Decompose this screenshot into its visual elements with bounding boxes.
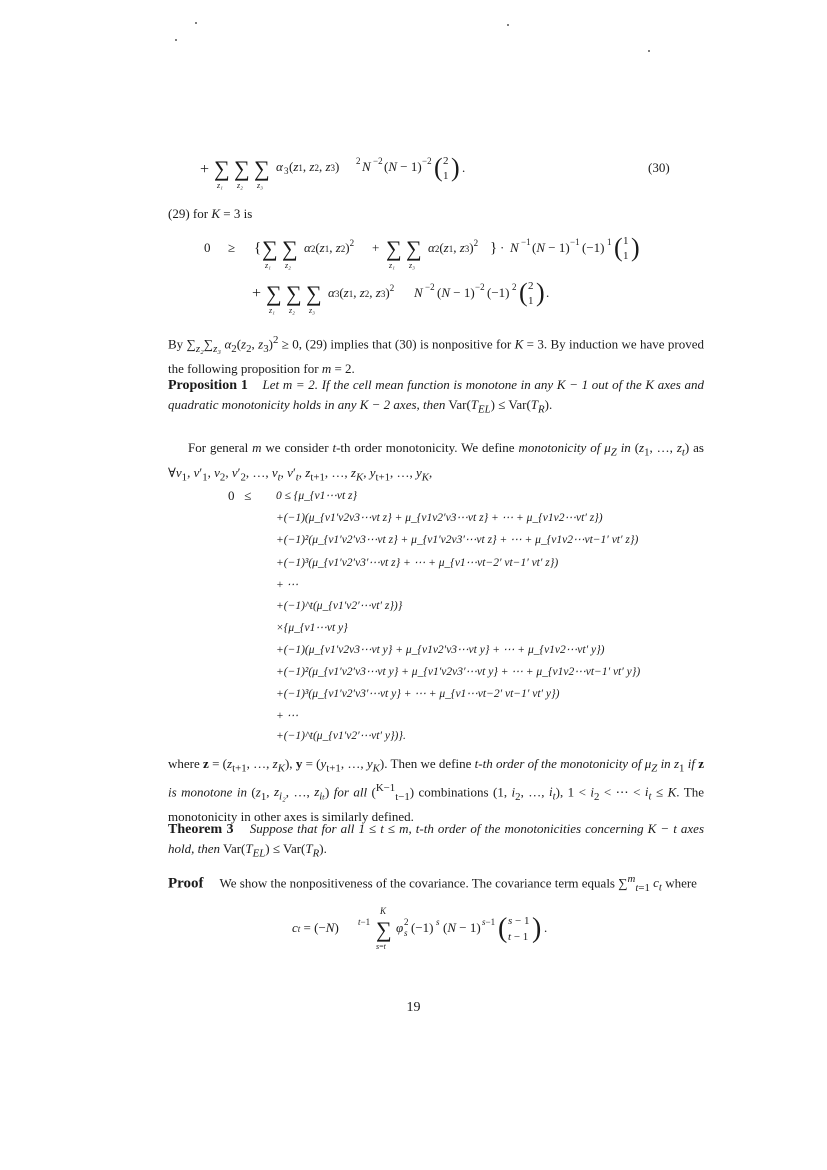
svg-text:1: 1 — [528, 295, 534, 307]
svg-text:z₂: z₂ — [289, 306, 295, 315]
svg-text:s: s — [436, 917, 440, 927]
svg-text:z₃: z₃ — [257, 181, 263, 190]
svg-text:z₁: z₁ — [389, 261, 395, 270]
svg-text:z₁: z₁ — [265, 261, 271, 270]
svg-text:ct = (−N): ct = (−N) — [292, 920, 339, 935]
proof-label: Proof — [168, 875, 204, 892]
svg-text:(N − 1): (N − 1) — [384, 159, 422, 174]
svg-text:(−1): (−1) — [487, 285, 510, 300]
svg-text:): ) — [532, 913, 542, 944]
svg-text:(−1): (−1) — [411, 920, 434, 935]
svg-text:α3(z1, z2, z3)2: α3(z1, z2, z3)$^2$ — [328, 283, 395, 300]
svg-text:(N − 1): (N − 1) — [437, 285, 475, 300]
ineq-line: +(−1)(μ_{v1′v2v3⋯vt y} + μ_{v1v2′v3⋯vt y} + ⋯ + μ_{v1v2⋯vt′ y}) — [276, 644, 605, 656]
svg-text:z₁: z₁ — [269, 306, 275, 315]
svg-text:∑: ∑ — [306, 281, 322, 306]
svg-text:3: 3 — [284, 166, 289, 176]
paragraph-general-m: For general m we consider t-th order monotonicity. We define monotonicity of $\mu_Z$ in ($z_1$, …, $z_t$) as $\forall v_1$, $v'_1$, $v_2$, $v'_2$, …, $v_t$, $v'_t$, $z_{t+1}$, …, $z_K$, $y_{t+1}$, …, $y_K$, — [168, 440, 704, 484]
svg-text:−2: −2 — [425, 282, 435, 292]
svg-text:): ) — [536, 278, 545, 307]
svg-text:φ: φ — [396, 920, 404, 935]
ineq-line: 0 ≤ {μ_{v1⋯vt z} — [276, 490, 358, 502]
scan-speck — [507, 24, 509, 26]
svg-text:α2(z1, z2)2: α2(z1, z2)$^2$ — [304, 238, 355, 255]
svg-text:s − 1: s − 1 — [508, 915, 530, 927]
svg-text:z₃: z₃ — [409, 261, 415, 270]
equation-number: (30) — [648, 160, 670, 175]
svg-text:−2: −2 — [475, 282, 485, 292]
svg-text:−2: −2 — [373, 156, 383, 166]
svg-text:+: + — [252, 285, 262, 302]
svg-text:∑: ∑ — [266, 281, 282, 306]
svg-text:(: ( — [498, 913, 508, 944]
scan-speck — [195, 22, 197, 24]
proposition-1: Proposition 1 Let m = 2. If the cell mean function is monotone in any K − 1 out of the K axes and quadratic monotonicity holds in any K − 2 axes, then $Var(T_{EL}) \le Var(T_R)$. — [168, 377, 704, 416]
svg-text:−1: −1 — [570, 237, 580, 247]
svg-text:): ) — [451, 153, 460, 182]
proposition-label: Proposition 1 — [168, 378, 248, 393]
scan-speck — [175, 39, 177, 41]
svg-text:2: 2 — [512, 282, 517, 292]
ineq-line: +(−1)^t(μ_{v1′v2′⋯vt′ z})} — [276, 600, 403, 612]
svg-text:.: . — [544, 920, 548, 935]
svg-text:≥: ≥ — [228, 240, 236, 255]
svg-text:N: N — [510, 240, 519, 255]
svg-text:−2: −2 — [422, 156, 432, 166]
svg-text:t − 1: t − 1 — [508, 931, 529, 943]
svg-text:∑: ∑ — [282, 236, 298, 261]
svg-text:2: 2 — [404, 917, 409, 927]
svg-text:1: 1 — [623, 250, 629, 262]
svg-text:−1: −1 — [521, 237, 531, 247]
svg-text:∑: ∑ — [286, 281, 302, 306]
svg-text:1: 1 — [607, 237, 612, 247]
svg-text:1: 1 — [623, 235, 629, 247]
svg-text:∑: ∑ — [254, 156, 270, 181]
ineq-line: + ⋯ — [276, 579, 299, 591]
svg-text:s: s — [404, 928, 408, 938]
svg-text:.: . — [546, 285, 550, 300]
equation-30 — [200, 152, 620, 196]
svg-text:K: K — [380, 906, 387, 916]
svg-text:∑: ∑ — [386, 236, 402, 261]
equation-k3 — [200, 228, 670, 322]
ineq-line: +(−1)²(μ_{v1′v2′v3⋯vt z} + μ_{v1′v2v3′⋯vt z} + ⋯ + μ_{v1v2⋯vt−1′ vt′ z}) — [276, 534, 639, 546]
ineq-line: +(−1)(μ_{v1′v2v3⋯vt z} + μ_{v1v2′v3⋯vt z} + ⋯ + μ_{v1v2⋯vt′ z}) — [276, 512, 603, 524]
svg-text:(N − 1): (N − 1) — [443, 920, 481, 935]
svg-text:∑: ∑ — [234, 156, 250, 181]
svg-text:N: N — [414, 285, 423, 300]
svg-text:}: } — [490, 240, 498, 256]
svg-text:z₃: z₃ — [309, 306, 315, 315]
svg-text:(N − 1): (N − 1) — [532, 240, 570, 255]
svg-text:z₁: z₁ — [217, 181, 223, 190]
svg-text:+: + — [372, 240, 380, 255]
svg-text:{: { — [254, 240, 262, 256]
svg-text:t−1: t−1 — [358, 917, 371, 927]
svg-text:∑: ∑ — [214, 156, 230, 181]
ineq-line: +(−1)²(μ_{v1′v2′v3⋯vt y} + μ_{v1′v2v3′⋯vt y} + ⋯ + μ_{v1v2⋯vt−1′ vt′ y}) — [276, 666, 641, 678]
svg-text:∑: ∑ — [376, 917, 392, 942]
svg-text:(: ( — [434, 153, 443, 182]
svg-text:.: . — [462, 160, 466, 175]
ineq-line: +(−1)³(μ_{v1′v2′v3′⋯vt y} + ⋯ + μ_{v1⋯vt−2′ vt−1′ vt′ y}) — [276, 688, 560, 700]
ineq-line: +(−1)³(μ_{v1′v2′v3′⋯vt z} + ⋯ + μ_{v1⋯vt−2′ vt−1′ vt′ z}) — [276, 557, 559, 569]
svg-text:z₂: z₂ — [285, 261, 291, 270]
svg-text:(z1, z2, z3): (z1, z2, z3) — [289, 159, 340, 174]
svg-text:(−1): (−1) — [582, 240, 605, 255]
text-29-intro: (29) for K = 3 is — [168, 206, 253, 221]
svg-text:∑: ∑ — [406, 236, 422, 261]
paragraph-where: where $z = (z_{t+1}$, …, $z_K$), $y = (y_{t+1}$, …, $y_K$). Then we define t-th order of the monotonicity of $\mu_Z$ in $z_1$ if z is monotone in ($z_1$, $z_{i_2}$, …, $z_{i_t}$) for all ($^{K-1}_{t-1}$) combinations (1, $i_2$, …, $i_t$), $1 < i_2$ < ⋯ < $i_t \le K$. The monotonicity in other axes is similarly defined. — [168, 756, 705, 824]
proof: Proof We show the nonpositiveness of the covariance. The covariance term equals ∑$^m_{t=1}$ $c_t$ where — [168, 873, 697, 894]
svg-text:2: 2 — [443, 155, 449, 167]
theorem-3: Theorem 3 Suppose that for all 1 ≤ t ≤ m, t-th order of the monotonicities concerning K − t axes hold, then $Var(T_{EL}) \le Var(T_R)$. — [168, 821, 705, 860]
ineq-line: +(−1)^t(μ_{v1′v2′⋯vt′ y})}. — [276, 730, 406, 742]
equation-k3-render — [200, 228, 670, 318]
svg-text:0: 0 — [204, 240, 211, 255]
ineq-line: + ⋯ — [276, 710, 299, 722]
page-number: 19 — [406, 1000, 421, 1015]
paragraph-induction: By $\sum_{z_2}\sum_{z_3}$ $\alpha_2(z_2$, $z_3)^2 \ge 0$, (29) implies that (30) is nonpositive for K = 3. By induction we have proved the following proposition for m = 2. — [168, 334, 705, 376]
svg-text:α: α — [276, 159, 283, 174]
svg-text:2: 2 — [528, 280, 534, 292]
svg-text:∑: ∑ — [262, 236, 278, 261]
svg-text:+: + — [200, 161, 210, 178]
theorem-label: Theorem 3 — [168, 822, 234, 837]
svg-text:): ) — [631, 233, 640, 262]
ineq-line: ×{μ_{v1⋯vt y} — [276, 622, 348, 634]
equation-30-render — [200, 152, 620, 192]
svg-text:s=t: s=t — [376, 942, 386, 951]
svg-text:(: ( — [519, 278, 528, 307]
equation-ct — [292, 904, 612, 960]
svg-text:·: · — [500, 240, 505, 255]
svg-text:s−1: s−1 — [482, 917, 496, 927]
svg-text:z₂: z₂ — [237, 181, 243, 190]
svg-text:2: 2 — [356, 156, 361, 166]
svg-text:α2(z1, z3)2: α2(z1, z3)$^2$ — [428, 238, 479, 255]
svg-text:(: ( — [614, 233, 623, 262]
svg-text:1: 1 — [443, 170, 449, 182]
svg-text:N: N — [362, 159, 371, 174]
equation-ct-render — [292, 904, 612, 956]
ineq-leading: 0 ≤ — [228, 488, 252, 503]
scan-speck — [648, 50, 650, 52]
